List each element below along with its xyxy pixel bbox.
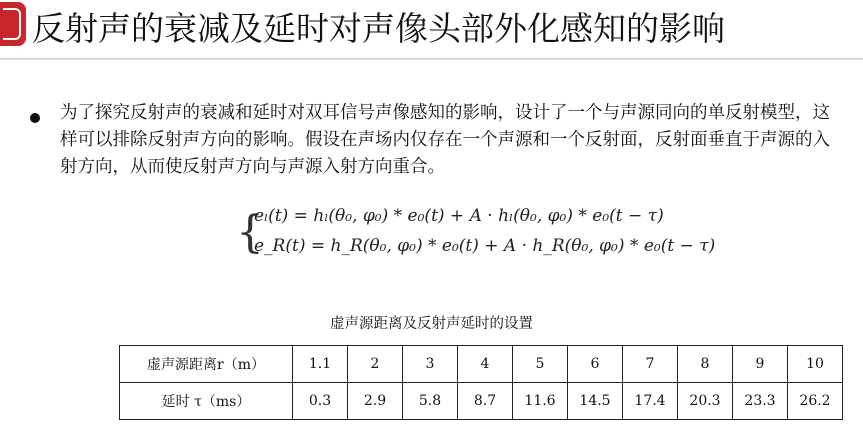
bullet-paragraph: 为了探究反射声的衰减和延时对双耳信号声像感知的影响，设计了一个与声源同向的单反射模型，这样可以排除反射声方向的影响。假设在声场内仅存在一个声源和一个反射面，反射面垂直于声源的入射方向，从而使反射声方向与声源入射方向重合。 [60,103,830,177]
delay-cell: 23.3 [733,383,788,420]
bullet-icon [30,113,40,123]
delay-cell: 20.3 [678,383,733,420]
delay-cell: 8.7 [458,383,513,420]
distance-cell: 8 [678,346,733,383]
delay-cell: 2.9 [348,383,403,420]
row-header-delay: 延时 τ（ms） [120,383,293,420]
distance-cell: 4 [458,346,513,383]
delay-cell: 26.2 [788,383,843,420]
distance-cell: 7 [623,346,678,383]
equation-left-ear: eₗ(t) = hₗ(θ₀, φ₀) * e₀(t) + A · hₗ(θ₀, φ₀) * e₀(t − τ) [254,206,664,226]
slide-title: 反射声的衰减及延时对声像头部外化感知的影响 [32,9,725,48]
delay-cell: 5.8 [403,383,458,420]
table-caption: 虚声源距离及反射声延时的设置 [330,316,533,332]
distance-cell: 9 [733,346,788,383]
distance-cell: 1.1 [293,346,348,383]
delay-cell: 17.4 [623,383,678,420]
delay-cell: 14.5 [568,383,623,420]
distance-cell: 10 [788,346,843,383]
delay-cell: 11.6 [513,383,568,420]
distance-cell: 5 [513,346,568,383]
distance-cell: 3 [403,346,458,383]
row-header-distance: 虚声源距离r（m） [120,346,293,383]
logo-tab [0,2,26,46]
title-divider [0,58,863,60]
distance-cell: 2 [348,346,403,383]
table-row-delay [120,383,843,420]
equation-right-ear: e_R(t) = h_R(θ₀, φ₀) * e₀(t) + A · h_R(θ₀, φ₀) * e₀(t − τ) [254,236,716,256]
table-row-distance [120,346,843,383]
brace-icon: { [236,207,264,258]
distance-cell: 6 [568,346,623,383]
equation-system [236,202,716,264]
settings-table [119,345,843,420]
delay-cell: 0.3 [293,383,348,420]
